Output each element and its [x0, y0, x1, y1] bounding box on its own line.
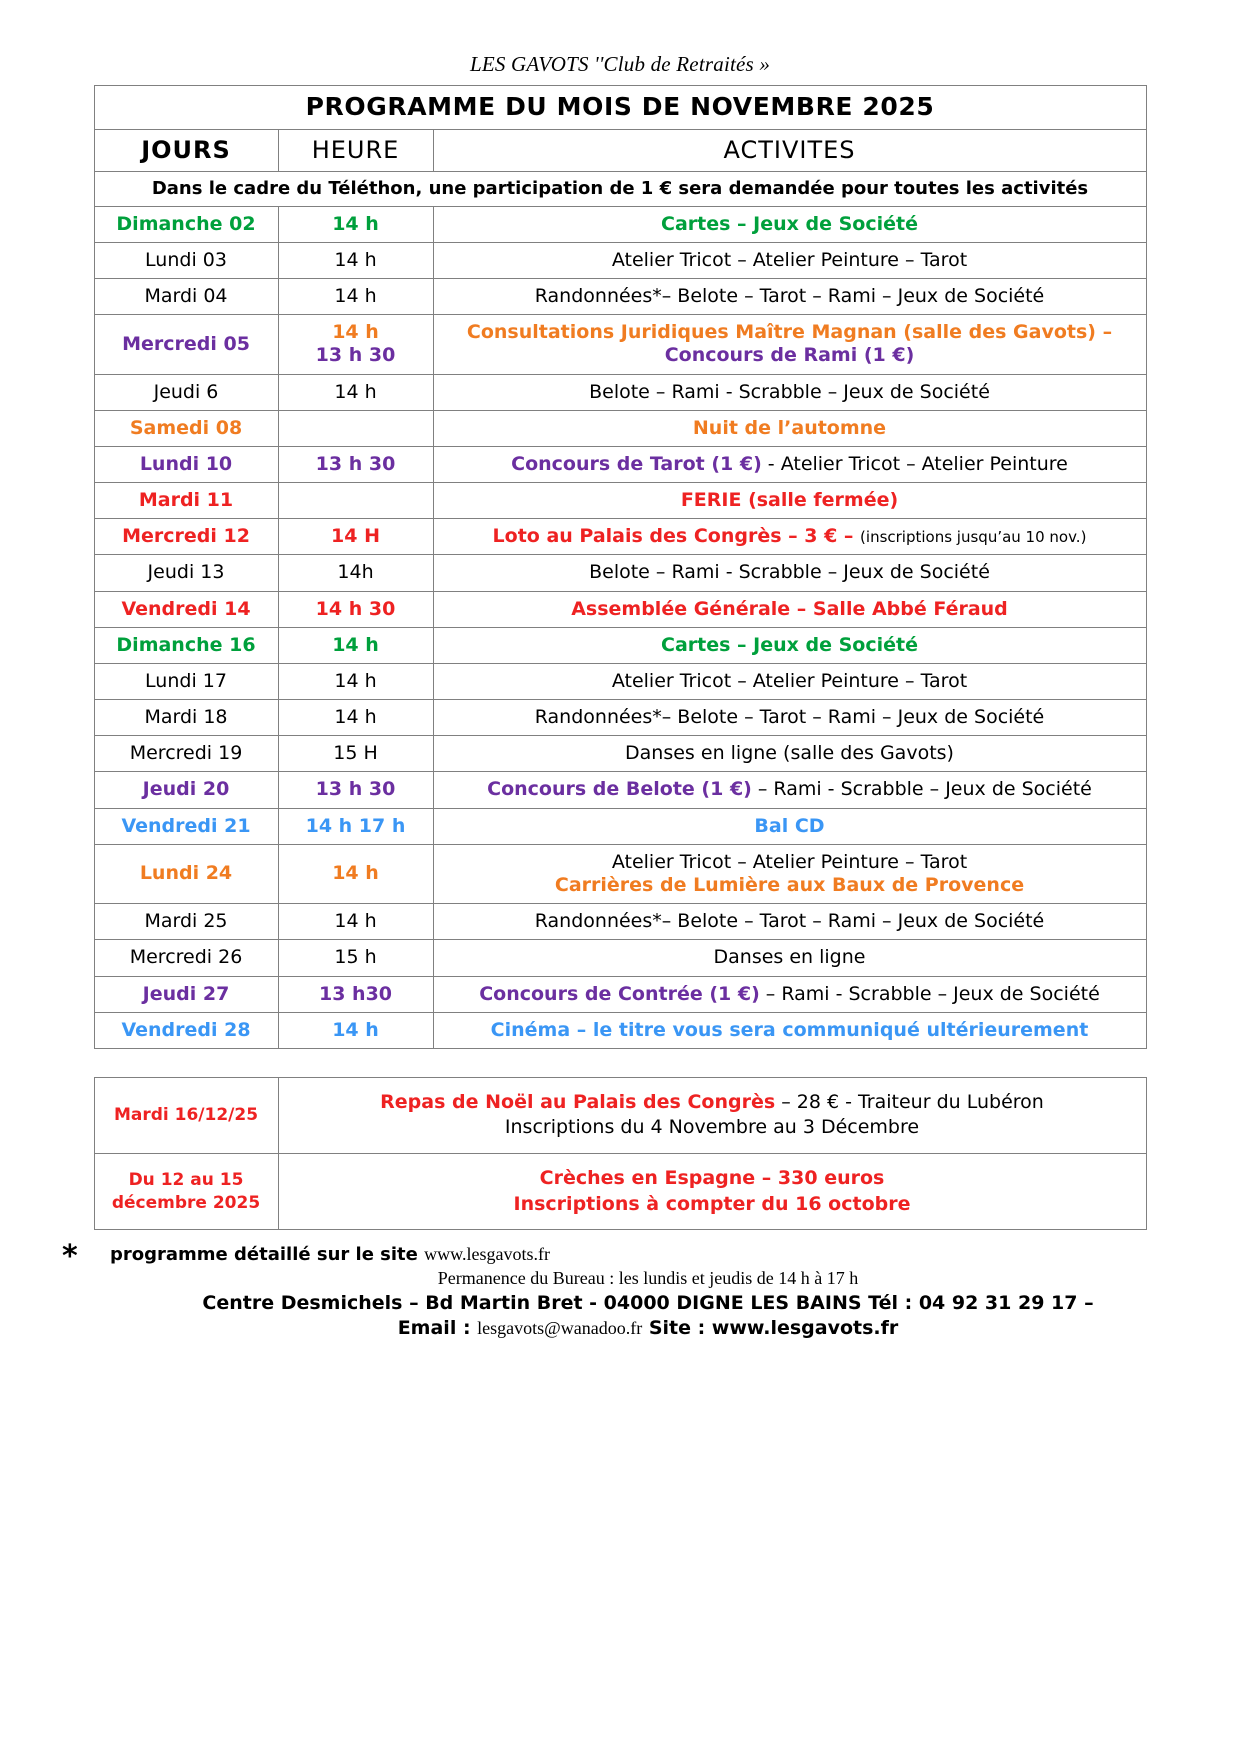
row-hour: 14 h: [278, 206, 433, 242]
table-row: [94, 242, 1146, 278]
row-hour: 13 h 30: [278, 446, 433, 482]
table-row: [94, 555, 1146, 591]
column-header-activites: ACTIVITES: [433, 129, 1146, 171]
row-hour: 14 h: [278, 374, 433, 410]
announcement-row: [94, 1154, 1146, 1230]
row-activity-highlight: Concours de Contrée (1 €): [479, 982, 760, 1005]
telethon-notice-row: [94, 171, 1146, 206]
row-activity: [433, 519, 1146, 555]
row-hour: 14h: [278, 555, 433, 591]
row-hour: 14 H: [278, 519, 433, 555]
table-row: [94, 315, 1146, 374]
announcement-line1: [285, 1090, 1140, 1116]
footer-line-4: [56, 1317, 1240, 1339]
table-row: [94, 446, 1146, 482]
row-hour: 14 h: [278, 663, 433, 699]
table-row: [94, 279, 1146, 315]
footer-email-label: Email :: [397, 1317, 478, 1340]
row-hour-line2: 13 h 30: [315, 344, 396, 367]
row-activity: Belote – Rami - Scrabble – Jeux de Société: [433, 374, 1146, 410]
row-hour: 14 h: [278, 904, 433, 940]
row-activity: Bal CD: [433, 808, 1146, 844]
announcement-line2: Inscriptions du 4 Novembre au 3 Décembre: [504, 1116, 920, 1139]
row-day: Lundi 03: [94, 242, 278, 278]
announcement-when-line1: Du 12 au 15: [128, 1169, 244, 1190]
table-row: [94, 772, 1146, 808]
row-activity-line2: Concours de Rami (1 €): [664, 344, 915, 367]
row-hour: [278, 483, 433, 519]
footer-site-label: programme détaillé sur le site: [110, 1244, 425, 1266]
announcement-when-line2: décembre 2025: [111, 1192, 261, 1213]
announcement-line2: Inscriptions à compter du 16 octobre: [513, 1192, 911, 1215]
row-day: Samedi 08: [94, 410, 278, 446]
table-row: [94, 940, 1146, 976]
announcement-when: [94, 1154, 278, 1230]
row-hour: 15 h: [278, 940, 433, 976]
row-activity: Belote – Rami - Scrabble – Jeux de Société: [433, 555, 1146, 591]
program-title-row: [94, 86, 1146, 130]
announcement-text: [278, 1077, 1146, 1153]
row-hour: [278, 315, 433, 374]
row-activity-line1: Atelier Tricot – Atelier Peinture – Tarot: [611, 850, 968, 873]
table-row: [94, 663, 1146, 699]
table-row: [94, 519, 1146, 555]
table-row: [94, 976, 1146, 1012]
announcement-line1: Crèches en Espagne – 330 euros: [539, 1167, 885, 1190]
row-activity-note: (inscriptions jusqu’au 10 nov.): [860, 528, 1087, 547]
row-day: Mardi 18: [94, 700, 278, 736]
row-hour: 13 h30: [278, 976, 433, 1012]
row-hour: 14 h: [278, 627, 433, 663]
row-activity: [433, 976, 1146, 1012]
row-day: Mercredi 12: [94, 519, 278, 555]
footer: [0, 1239, 1240, 1340]
table-row: [94, 1012, 1146, 1048]
table-row: [94, 206, 1146, 242]
row-day: Mardi 25: [94, 904, 278, 940]
row-activity: Cartes – Jeux de Société: [433, 627, 1146, 663]
row-activity-line2: Carrières de Lumière aux Baux de Provence: [554, 873, 1025, 896]
row-activity: [433, 315, 1146, 374]
table-row: [94, 808, 1146, 844]
footer-line-3: Centre Desmichels – Bd Martin Bret - 04000 DIGNE LES BAINS Tél : 04 92 31 29 17 –: [202, 1292, 1094, 1315]
announcement-line1-highlight: Repas de Noël au Palais des Congrès: [380, 1090, 776, 1113]
table-row: [94, 374, 1146, 410]
row-activity-highlight: Concours de Belote (1 €): [487, 778, 752, 801]
club-title: LES GAVOTS ''Club de Retraités »: [469, 52, 771, 76]
row-hour: [278, 410, 433, 446]
row-activity-rest: – Rami - Scrabble – Jeux de Société: [759, 982, 1100, 1005]
column-header-heure: HEURE: [278, 129, 433, 171]
table-row: [94, 627, 1146, 663]
row-hour: 13 h 30: [278, 772, 433, 808]
announcement-when: Mardi 16/12/25: [94, 1077, 278, 1153]
row-day: Mardi 04: [94, 279, 278, 315]
row-hour: 14 h: [278, 700, 433, 736]
table-row: [94, 844, 1146, 903]
row-activity: Randonnées*– Belote – Tarot – Rami – Jeux de Société: [433, 904, 1146, 940]
row-activity: Atelier Tricot – Atelier Peinture – Tarot: [433, 663, 1146, 699]
table-row: [94, 410, 1146, 446]
row-hour: 14 h: [278, 1012, 433, 1048]
row-activity: Assemblée Générale – Salle Abbé Féraud: [433, 591, 1146, 627]
footer-line-1: [56, 1244, 1240, 1265]
row-day: Jeudi 27: [94, 976, 278, 1012]
row-hour: 14 h: [278, 242, 433, 278]
row-hour: 14 h: [278, 279, 433, 315]
row-day: Mercredi 19: [94, 736, 278, 772]
table-row: [94, 904, 1146, 940]
row-day: Lundi 17: [94, 663, 278, 699]
row-activity-highlight: Concours de Tarot (1 €): [511, 452, 762, 475]
row-day: Dimanche 02: [94, 206, 278, 242]
footer-line-2: Permanence du Bureau : les lundis et jeudis de 14 h à 17 h: [437, 1268, 859, 1289]
row-day: Dimanche 16: [94, 627, 278, 663]
footer-email-address: lesgavots@wanadoo.fr: [477, 1318, 643, 1339]
row-activity: Cartes – Jeux de Société: [433, 206, 1146, 242]
row-activity: Danses en ligne (salle des Gavots): [433, 736, 1146, 772]
table-row: [94, 700, 1146, 736]
row-activity: Cinéma – le titre vous sera communiqué ultérieurement: [433, 1012, 1146, 1048]
row-day: Mercredi 26: [94, 940, 278, 976]
program-table: [94, 85, 1147, 1049]
row-day: Lundi 10: [94, 446, 278, 482]
row-day: Lundi 24: [94, 844, 278, 903]
row-hour: 14 h 30: [278, 591, 433, 627]
row-hour: 14 h 17 h: [278, 808, 433, 844]
row-activity: Atelier Tricot – Atelier Peinture – Tarot: [433, 242, 1146, 278]
column-header-jours: JOURS: [94, 129, 278, 171]
row-activity: Danses en ligne: [433, 940, 1146, 976]
row-activity-rest: – Rami - Scrabble – Jeux de Société: [751, 778, 1092, 801]
row-activity: [433, 772, 1146, 808]
announcement-text: [278, 1154, 1146, 1230]
row-day: Vendredi 14: [94, 591, 278, 627]
row-activity: FERIE (salle fermée): [433, 483, 1146, 519]
row-day: Vendredi 21: [94, 808, 278, 844]
row-activity: Nuit de l’automne: [433, 410, 1146, 446]
row-day: Jeudi 13: [94, 555, 278, 591]
row-activity-line1: Consultations Juridiques Maître Magnan (salle des Gavots) –: [466, 321, 1113, 344]
column-header-row: [94, 129, 1146, 171]
row-hour: 14 h: [278, 844, 433, 903]
row-activity-rest: - Atelier Tricot – Atelier Peinture: [761, 452, 1068, 475]
row-hour: 15 H: [278, 736, 433, 772]
announcements-table: [94, 1077, 1147, 1231]
row-activity: Randonnées*– Belote – Tarot – Rami – Jeux de Société: [433, 700, 1146, 736]
row-hour-line1: 14 h: [332, 321, 379, 344]
row-activity: [433, 446, 1146, 482]
table-row: [94, 736, 1146, 772]
row-activity-highlight: Loto au Palais des Congrès – 3 € –: [492, 525, 861, 548]
row-day: Vendredi 28: [94, 1012, 278, 1048]
announcement-line1-rest: – 28 € - Traiteur du Lubéron: [775, 1090, 1044, 1113]
footer-site-url: www.lesgavots.fr: [424, 1244, 550, 1265]
row-day: Jeudi 6: [94, 374, 278, 410]
row-activity: [433, 844, 1146, 903]
row-day: Mardi 11: [94, 483, 278, 519]
row-day: Mercredi 05: [94, 315, 278, 374]
footer-site-text: Site : www.lesgavots.fr: [642, 1317, 899, 1340]
table-row: [94, 483, 1146, 519]
asterisk-marker: *: [62, 1239, 78, 1275]
program-title: PROGRAMME DU MOIS DE NOVEMBRE 2025: [94, 86, 1146, 130]
row-activity: Randonnées*– Belote – Tarot – Rami – Jeux de Société: [433, 279, 1146, 315]
row-day: Jeudi 20: [94, 772, 278, 808]
table-row: [94, 591, 1146, 627]
announcement-row: [94, 1077, 1146, 1153]
telethon-notice: Dans le cadre du Téléthon, une participation de 1 € sera demandée pour toutes les activités: [94, 171, 1146, 206]
